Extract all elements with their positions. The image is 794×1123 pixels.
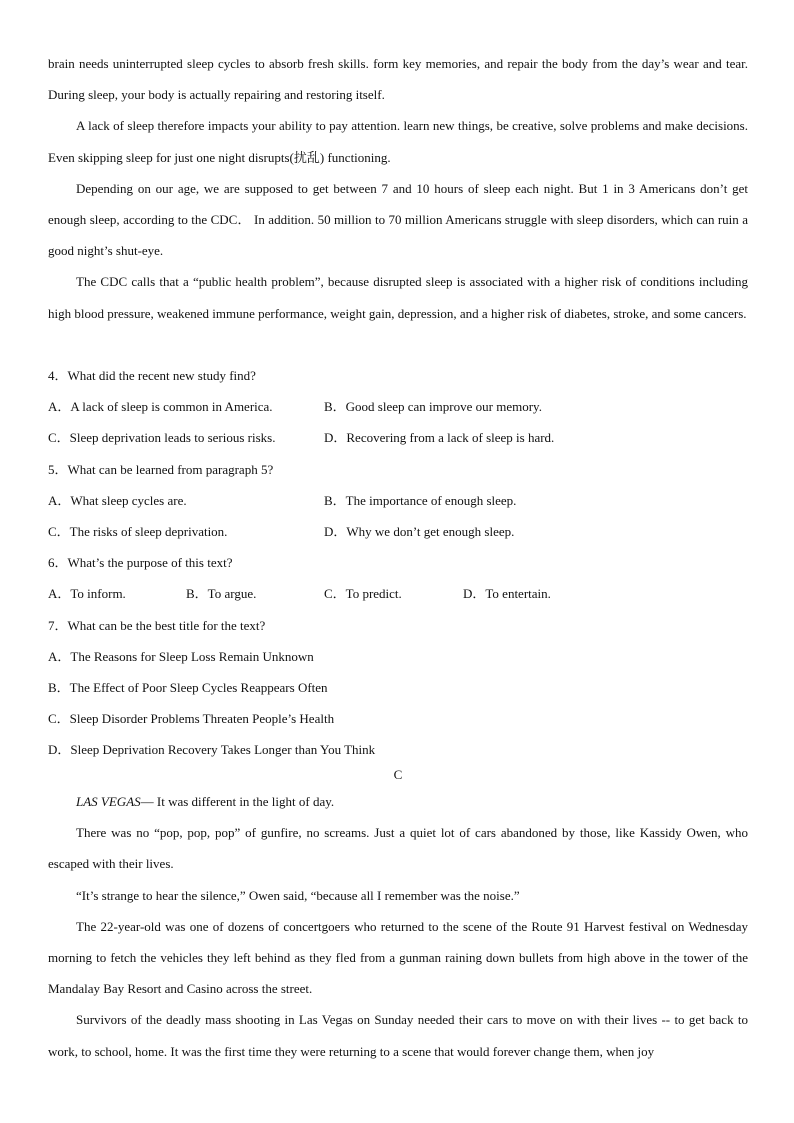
passage-c-paragraph: [48, 786, 748, 817]
question-options: [48, 516, 748, 547]
option-d[interactable]: D．Recovering from a lack of sleep is hard.: [324, 430, 555, 446]
passage-b: [48, 48, 748, 329]
passage-b-paragraph: A lack of sleep therefore impacts your ability to pay attention. learn new things, be creative, solve problems and make decisions. Even skipping sleep for just one night disrupts(扰乱) functioning.: [48, 118, 748, 165]
option-d[interactable]: D．Sleep Deprivation Recovery Takes Longer than You Think: [48, 742, 376, 758]
passage-label: C: [393, 767, 403, 782]
option-b[interactable]: B．Good sleep can improve our memory.: [324, 399, 542, 415]
option-b[interactable]: B．The Effect of Poor Sleep Cycles Reappears Often: [48, 679, 328, 695]
question-stem: 4．What did the recent new study find?: [48, 368, 256, 383]
question-options: [48, 578, 748, 609]
option-a[interactable]: A．A lack of sleep is common in America.: [48, 399, 273, 415]
question-options: [48, 422, 748, 453]
question-options: [48, 734, 748, 765]
option-c[interactable]: C．To predict.: [324, 586, 402, 602]
question-options: [48, 672, 748, 703]
option-b[interactable]: B．The importance of enough sleep.: [324, 492, 517, 508]
question-options: [48, 485, 748, 516]
dateline: LAS VEGAS: [76, 794, 141, 809]
option-d[interactable]: D．To entertain.: [463, 586, 551, 602]
passage-c-paragraph: Survivors of the deadly mass shooting in Las Vegas on Sunday needed their cars to move on with their lives -- to get back to work, to school, home. It was the first time they were returning to a scene that would forever change them, when joy: [48, 1012, 748, 1059]
question-options: [48, 391, 748, 422]
passage-c-label-row: [48, 762, 748, 788]
question-options: [48, 641, 748, 672]
passage-b-paragraph-continued: brain needs uninterrupted sleep cycles to absorb fresh skills. form key memories, and repair the body from the day’s wear and tear. During sleep, your body is actually repairing and restoring itself.: [48, 56, 748, 103]
passage-c: [48, 786, 748, 1067]
option-a[interactable]: A．What sleep cycles are.: [48, 492, 187, 508]
question-stem: 7．What can be the best title for the text?: [48, 617, 266, 633]
option-d[interactable]: D．Why we don’t get enough sleep.: [324, 523, 515, 539]
question-options: [48, 703, 748, 734]
option-c[interactable]: C．Sleep Disorder Problems Threaten People’s Health: [48, 711, 335, 727]
passage-c-paragraph: “It’s strange to hear the silence,” Owen said, “because all I remember was the noise.”: [76, 887, 520, 903]
option-c[interactable]: C．The risks of sleep deprivation.: [48, 523, 228, 539]
passage-b-paragraph: Depending on our age, we are supposed to get between 7 and 10 hours of sleep each night. But 1 in 3 Americans don’t get enough sleep, according to the CDC． In addition. 50 million to 70 million Americans struggle with sleep disorders, which can ruin a good night’s shut-eye.: [48, 180, 748, 259]
option-b[interactable]: B．To argue.: [186, 586, 257, 602]
question-stem: 6．What’s the purpose of this text?: [48, 555, 233, 571]
questions-section: [48, 360, 748, 766]
passage-b-paragraph: The CDC calls that a “public health problem”, because disrupted sleep is associated with a higher risk of conditions including high blood pressure, weakened immune performance, weight gain, depression, and a higher risk of diabetes, stroke, and some cancers.: [48, 274, 748, 321]
passage-c-paragraph: There was no “pop, pop, pop” of gunfire, no screams. Just a quiet lot of cars abandoned by those, like Kassidy Owen, who escaped with their lives.: [48, 825, 748, 872]
option-a[interactable]: A．To inform.: [48, 586, 126, 602]
passage-c-paragraph: The 22-year-old was one of dozens of concertgoers who returned to the scene of the Route 91 Harvest festival on Wednesday morning to fetch the vehicles they left behind as they fled from a gunman raining down bullets from high above in the tower of the Mandalay Bay Resort and Casino across the street.: [48, 918, 748, 997]
option-a[interactable]: A．The Reasons for Sleep Loss Remain Unknown: [48, 648, 314, 664]
option-c[interactable]: C．Sleep deprivation leads to serious risks.: [48, 430, 276, 446]
question-stem: 5．What can be learned from paragraph 5?: [48, 461, 274, 477]
dateline-rest: — It was different in the light of day.: [140, 794, 335, 809]
